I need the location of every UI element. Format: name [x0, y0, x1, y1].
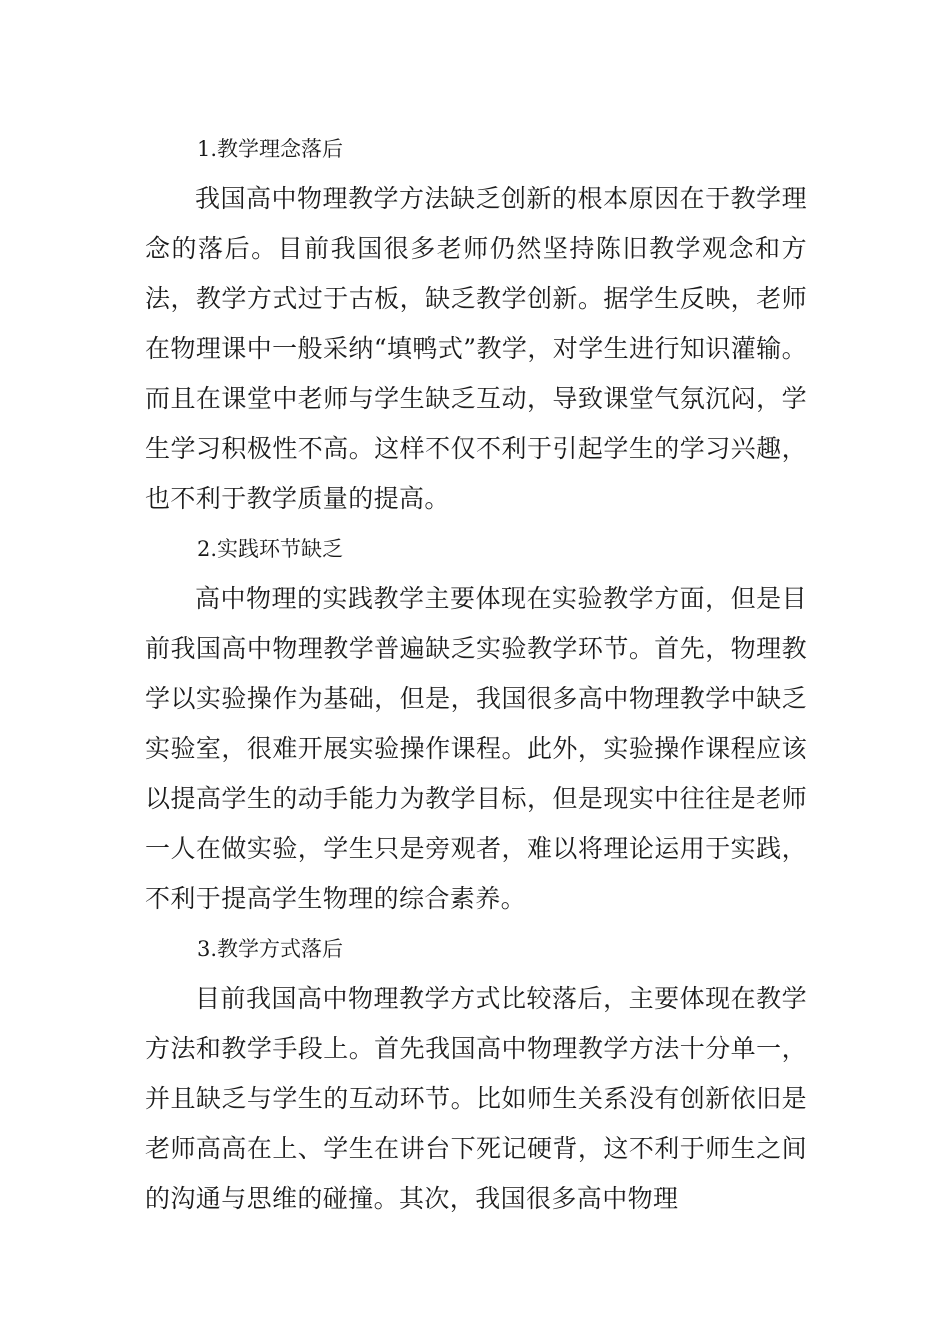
document-page: [145, 124, 807, 1224]
section-heading-2: 2.实践环节缺乏: [197, 537, 344, 561]
section-heading-3: 3.教学方式落后: [197, 937, 344, 961]
section-paragraph-3: 目前我国高中物理教学方式比较落后，主要体现在教学方法和教学手段上。首先我国高中物理教学方法十分单一，并且缺乏与学生的互动环节。比如师生关系没有创新依旧是老师高高在上、学生在讲台下死记硬背，这不利于师生之间的沟通与思维的碰撞。其次，我国很多高中物理: [145, 984, 807, 1213]
section-paragraph-1: 我国高中物理教学方法缺乏创新的根本原因在于教学理念的落后。目前我国很多老师仍然坚持陈旧教学观念和方法，教学方式过于古板，缺乏教学创新。据学生反映，老师在物理课中一般采纳“填鸭式”教学，对学生进行知识灌输。而且在课堂中老师与学生缺乏互动，导致课堂气氛沉闷，学生学习积极性不高。这样不仅不利于引起学生的学习兴趣，也不利于教学质量的提高。: [145, 184, 807, 513]
section-paragraph-2: 高中物理的实践教学主要体现在实验教学方面，但是目前我国高中物理教学普遍缺乏实验教学环节。首先，物理教学以实验操作为基础，但是，我国很多高中物理教学中缺乏实验室，很难开展实验操作课程。此外，实验操作课程应该以提高学生的动手能力为教学目标，但是现实中往往是老师一人在做实验，学生只是旁观者，难以将理论运用于实践，不利于提高学生物理的综合素养。: [145, 584, 807, 913]
section-heading-1: 1.教学理念落后: [197, 137, 344, 161]
